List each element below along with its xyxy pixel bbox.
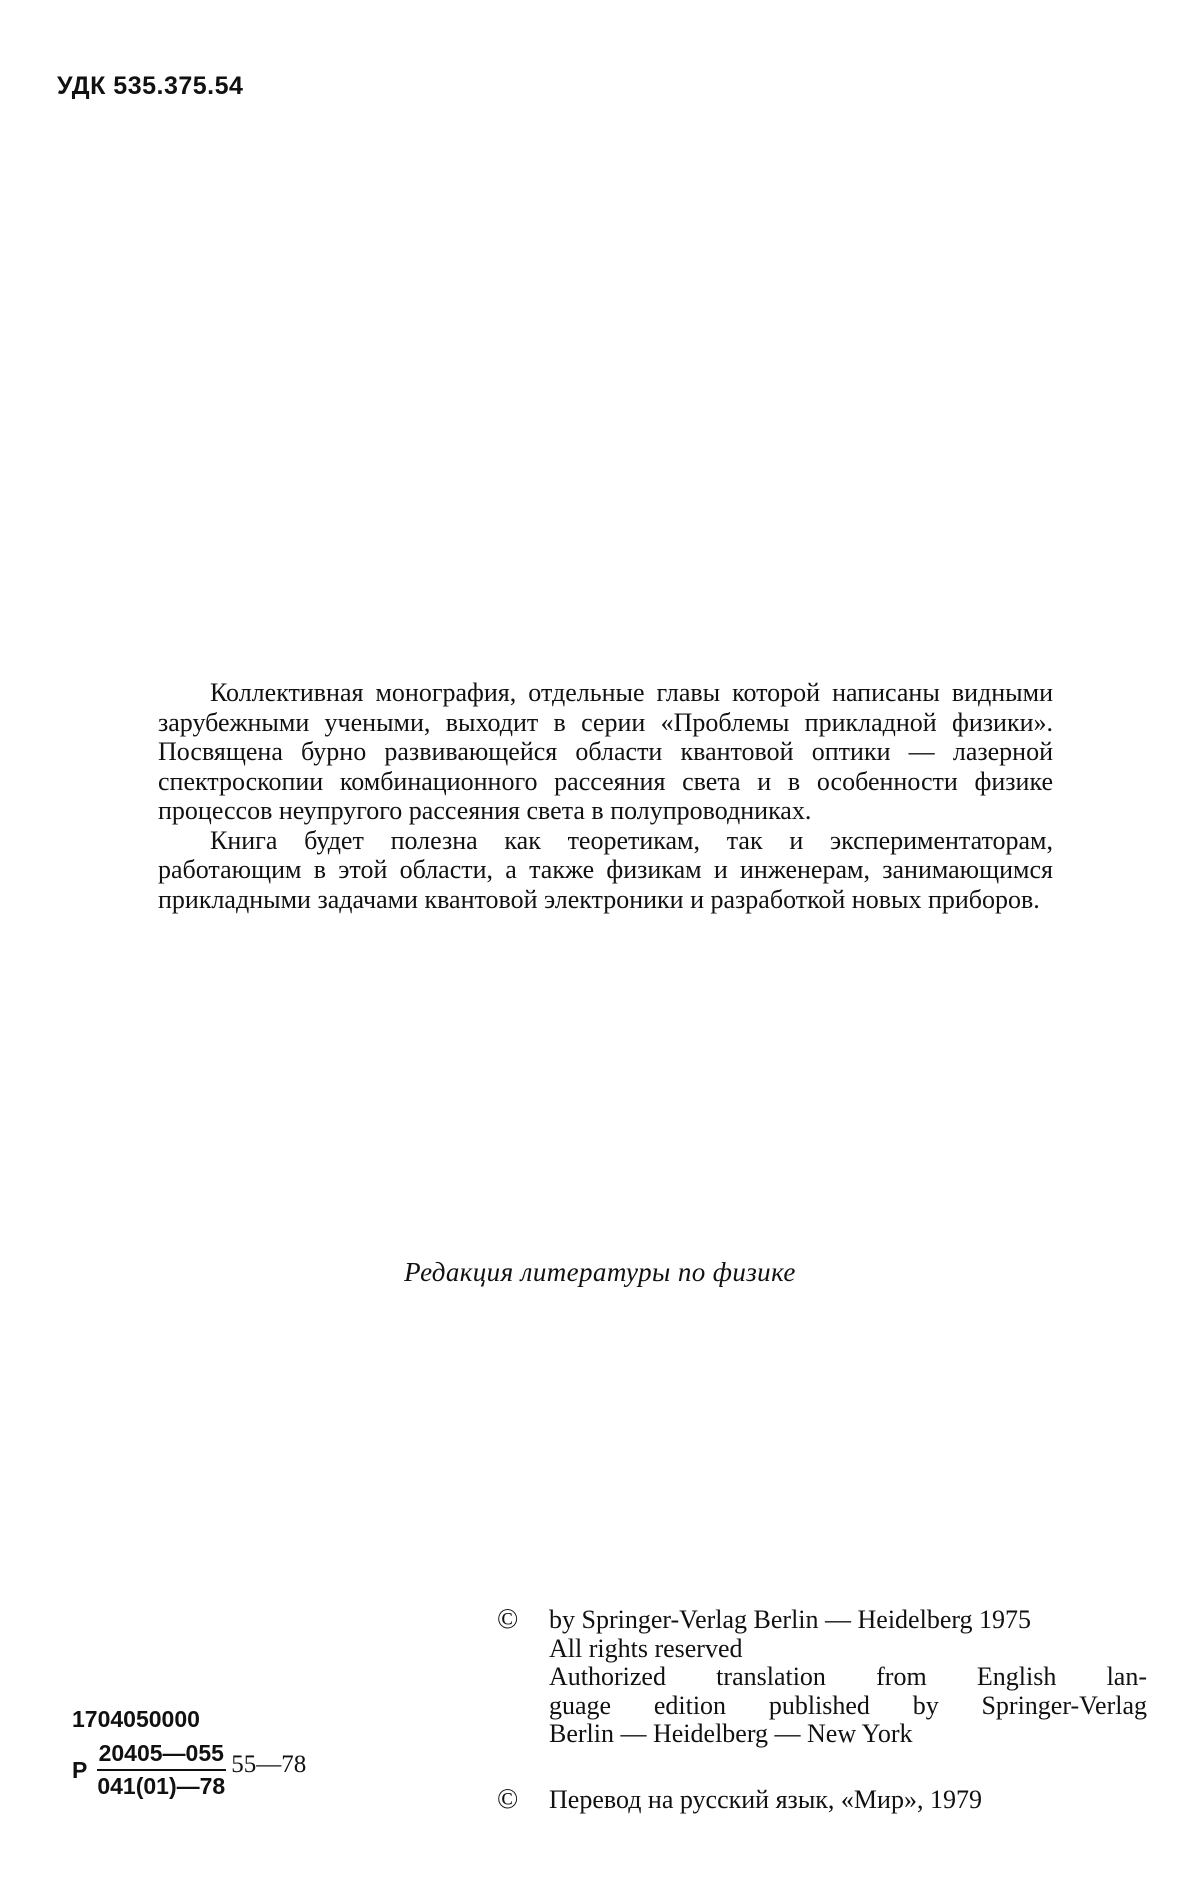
copyright-line: Authorized translation from English lan-	[549, 1662, 1147, 1691]
annotation-paragraph: Книга будет полезна как теоретикам, так и экспериментаторам, работающим в этой области, а также физикам и инженерам, занимающимся прикладными задачами квантовой электроники и разработкой новых приборов.	[158, 825, 1053, 914]
copyright-line: guage edition published by Springer-Verlag	[549, 1690, 1147, 1720]
translation-copyright	[497, 1784, 982, 1816]
index-suffix: 55—78	[231, 1751, 307, 1778]
catalog-number: 1704050000	[72, 1706, 200, 1732]
editorial-office: Редакция литературы по физике	[404, 1257, 796, 1287]
copyright-line: Berlin — Heidelberg — New York	[549, 1719, 913, 1748]
index-denominator: 041(01)—78	[97, 1773, 226, 1799]
copyright-notice	[497, 1606, 1147, 1749]
copyright-line: All rights reserved	[549, 1633, 743, 1663]
annotation	[158, 678, 1053, 914]
translation-text: Перевод на русский язык, «Мир», 1979	[549, 1785, 982, 1814]
udk-code: УДК 535.375.54	[57, 72, 244, 100]
copyright-line: by Springer-Verlag Berlin — Heidelberg 1975	[549, 1605, 1032, 1634]
index-letter: Р	[72, 1756, 88, 1783]
annotation-paragraph: Коллективная монография, отдельные главы которой написаны видными зарубежными учеными, выходит в серии «Проблемы прикладной физики». Посвящена бурно развивающейся области квантовой оптики — лазерной спектроскопии комбинационного рассеяния света и в особенности физике процессов неупругого рассеяния света в полупроводниках.	[158, 678, 1053, 825]
publication-index	[72, 1740, 306, 1800]
index-numerator: 20405—055	[97, 1740, 226, 1771]
index-fraction	[95, 1740, 227, 1800]
copyright-symbol: ©	[497, 1604, 519, 1635]
copyright-symbol: ©	[497, 1784, 519, 1815]
